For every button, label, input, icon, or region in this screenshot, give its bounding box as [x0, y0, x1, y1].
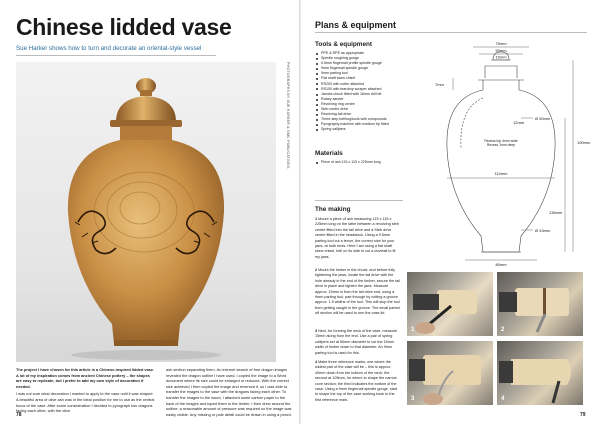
- step-2: [315, 268, 401, 317]
- step-1: [315, 217, 401, 260]
- article-title: Chinese lidded vase: [16, 14, 232, 40]
- step-text: Mount a piece of ash measuring 115 x 115 x 225mm long on the lathe between a revolving steb centre fitted into the tail drive and a Steb drive centre fitted in the headstock. Using a 9.5mm parting tool cut a tenon, the correct size for your jaws, at both ends. Here I am using a flat shaft skew chisel, bell on its side to cut a dovetail to fit my jaws.: [315, 217, 399, 259]
- list-item: Revolving tail drive: [316, 112, 436, 117]
- tools-list: [316, 51, 436, 133]
- list-item: Piece of ash 115 x 115 x 225mm long: [316, 160, 381, 164]
- step-3: [315, 329, 401, 356]
- dim-total-height: 190mm: [577, 140, 591, 145]
- standfirst: Sue Harker shows how to turn and decorate an oriental-style vessel: [16, 45, 202, 52]
- list-item: Flat shaft skew chisel: [316, 76, 436, 81]
- spine-gutter: [299, 0, 301, 424]
- list-item: PPE & RPE as appropriate: [316, 51, 436, 56]
- step-number: 2: [315, 268, 318, 272]
- page-number-left: 78: [16, 412, 22, 418]
- vase-photo: [16, 62, 294, 416]
- page-number-right: 79: [580, 412, 586, 418]
- step-photo-2: [497, 272, 583, 336]
- photo-credit: PHOTOGRAPHS BY SUE HARKER & GMC PUBLICATIONS: [286, 62, 290, 169]
- making-divider: [315, 200, 403, 201]
- dim-base-width: 80mm: [495, 262, 507, 267]
- step-text: Make three reference marks: one where the widest part of the vase will be – this is approx. 40mm down from the bottom of the neck; the second at 105mm, for where to shape the narrow cove section; the third indicates the bottom of the vase. Using a 9mm fingernail spindle gouge, start to shape the top of the vase working back to the first reference mark.: [315, 360, 398, 402]
- list-item: Jacobs chuck fitted with 16mm drill bit: [316, 92, 436, 97]
- step-photo-number: 2: [501, 327, 505, 333]
- lathe-photo-image: [407, 272, 493, 336]
- vase-technical-drawing: [425, 38, 595, 268]
- materials-list: [316, 160, 381, 164]
- dim-neck-height: 7mm: [435, 82, 444, 87]
- step-text: Mount the timber in the chuck, and before fully tightening the jaws, locate the tail drive with the hole already in the end of the timber, secure the tail drive in place and tighten the jaws. Measure approx. 15mm in from the tail drive end, using a 9mm parting tool, part through by cutting a groove approx. 1.5 widths of the tool. This will stop the tool from getting caught in the groove. The small parted off section will be used to turn the vase lid.: [315, 268, 401, 316]
- dim-neck-dia: Ø 50mm: [535, 116, 551, 121]
- step-number: 3: [315, 329, 318, 333]
- list-item: 9.5mm fingernail profile spindle gouge: [316, 61, 436, 66]
- lidded-vase-image: [16, 62, 276, 362]
- list-item: 9mm parting tool: [316, 71, 436, 76]
- intro-body: I was not sure what decoration I wanted to apply to the vase until it was shaped. A beautiful area of olive ash was in the ideal position for me to use as the central focus of the vase. After some consideration I decided to pyrograph two dragons facing each other, with the olive: [16, 391, 155, 414]
- dim-lid-height: 12mm: [513, 120, 525, 125]
- list-item: Spring callipers: [316, 127, 436, 132]
- step-photo-number: 4: [501, 396, 505, 402]
- lathe-photo-image: [407, 341, 493, 405]
- tools-heading: Tools & equipment: [315, 41, 373, 48]
- list-item: Three-step bellhog/tools with compounds: [316, 117, 436, 122]
- list-item: Steb centre drive: [316, 107, 436, 112]
- dim-foot-dia: Ø 43mm: [535, 228, 551, 233]
- making-heading: The making: [315, 206, 351, 213]
- list-item: RS100 with teardrop scraper attached: [316, 87, 436, 92]
- list-item: RS200 with cutter attached: [316, 82, 436, 87]
- step-photo-number: 1: [411, 327, 415, 333]
- dim-top-width: 79mm: [495, 41, 507, 46]
- intro-column: [16, 367, 156, 414]
- dim-lid-width: 55mm: [495, 48, 507, 53]
- dim-body-height: 136mm: [549, 210, 563, 215]
- materials-heading: Materials: [315, 150, 343, 157]
- plans-divider: [315, 32, 587, 33]
- title-divider: [16, 55, 216, 56]
- lathe-photo-image: [497, 341, 583, 405]
- step-photo-number: 3: [411, 396, 415, 402]
- step-4: [315, 360, 401, 403]
- lathe-photo-image: [497, 272, 583, 336]
- list-item: 9mm fingernail spindle gouge: [316, 66, 436, 71]
- list-item: Pyrography machine with medium tip fitted: [316, 122, 436, 127]
- dim-body-width: 110mm: [494, 171, 508, 176]
- list-item: Revolving ring centre: [316, 102, 436, 107]
- body-column-2: ash section separating them. An internet search of free dragon images revealed the dragon outline I have used. I copied the image to a Word document where its size could be enlarged or reduced. With the correct size achieved I then copied the image and reversed it, so I was able to transfer the images to the vase with the dragons facing each other. To transfer the images to the wood, I attached some carbon paper to the back of the images and taped them to the timber. I then drew around the outline; a reasonable amount of pressure was required so the image was easily visible. Any missing or pale detail could be drawn in using a pencil.: [166, 367, 292, 417]
- intro-lead: The project I have chosen for this article is a Chinese-inspired lidded vase. A lot of my inspiration comes from ancient Chinese pottery – the shapes are easy to replicate, but I prefer to add my own style of decoration if needed.: [16, 367, 155, 389]
- dim-knob: 15mm: [495, 54, 507, 60]
- plans-heading: Plans & equipment: [315, 20, 397, 30]
- step-number: 1: [315, 217, 318, 221]
- step-number: 4: [315, 360, 318, 364]
- dim-recess: Recess top 4mm wide Recess 1mm deep: [484, 139, 518, 148]
- step-photo-4: [497, 341, 583, 405]
- step-photo-3: [407, 341, 493, 405]
- step-text: Next, for forming the neck of the vase, measure 15mm along from the end. Use a pair of spring callipers set at 50mm diameter to cut the 15mm width of timber down to that diameter. An 9mm parting tool is used for this.: [315, 329, 398, 355]
- list-item: Rotary sander: [316, 97, 436, 102]
- list-item: Spindle roughing gouge: [316, 56, 436, 61]
- step-photo-1: [407, 272, 493, 336]
